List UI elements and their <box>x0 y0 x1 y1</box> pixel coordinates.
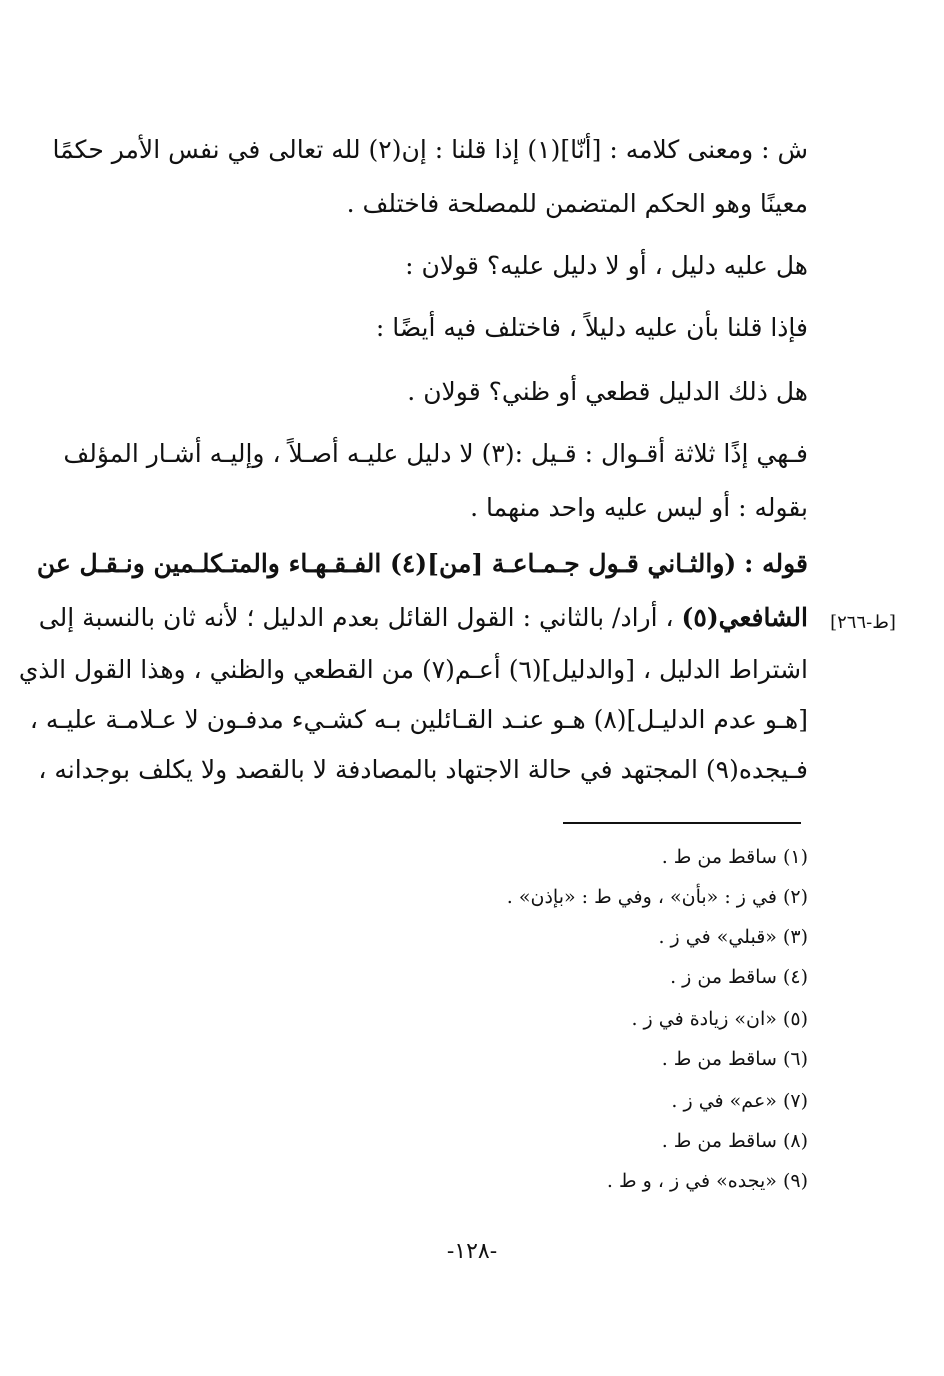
footnote-8: (٨) ساقط من ط . <box>661 1130 808 1152</box>
shafii-lead: الشافعي(٥) <box>681 603 808 632</box>
quoted-matn: (والثـاني قـول جـمـاعـة [من](٤) الفـقـهـاء والمتـكلـمين ونـقـل عن <box>36 549 737 578</box>
footnote-9: (٩) «يجده» في ز ، و ط . <box>606 1170 808 1192</box>
body-line-4: فإذا قلنا بأن عليه دليلاً ، فاختلف فيه أيضًا : <box>375 313 808 342</box>
body-line-11: [هـو عدم الدليـل](٨) هـو عنـد القـائلين بـه كشـيء مدفـون لا عـلامـة عليـه ، <box>29 705 808 734</box>
footnote-separator <box>563 822 801 824</box>
body-line-9-text: ، أراد/ بالثاني : القول القائل بعدم الدليل ؛ لأنه ثان بالنسبة إلى <box>38 603 674 632</box>
footnote-4: (٤) ساقط من ز . <box>670 966 808 988</box>
margin-page-reference: [ط-٢٦٦] <box>830 612 896 633</box>
footnote-1: (١) ساقط من ط . <box>661 846 808 868</box>
footnote-2: (٢) في ز : «بأن» ، وفي ط : «بإذن» . <box>506 886 808 908</box>
body-line-1: ش : ومعنى كلامه : [أنّا](١) إذا قلنا : إن(٢) لله تعالى في نفس الأمر حكمًا <box>52 135 808 164</box>
body-line-9 <box>38 600 808 636</box>
body-line-8 <box>36 546 808 582</box>
footnote-6: (٦) ساقط من ط . <box>661 1048 808 1070</box>
body-line-10: اشتراط الدليل ، [والدليل](٦) أعـم(٧) من القطعي والظني ، وهذا القول الذي <box>18 655 808 684</box>
body-line-2: معينًا وهو الحكم المتضمن للمصلحة فاختلف . <box>346 189 808 218</box>
body-line-7: بقوله : أو ليس عليه واحد منهما . <box>470 493 808 522</box>
footnote-7: (٧) «عم» في ز . <box>671 1090 808 1112</box>
body-line-3: هل عليه دليل ، أو لا دليل عليه؟ قولان : <box>405 251 808 280</box>
body-line-6: فـهي إذًا ثلاثة أقـوال : قـيل :(٣) لا دليل عليـه أصـلاً ، وإليـه أشـار المؤلف <box>63 439 808 468</box>
qawluh-lead: قوله : <box>744 549 808 578</box>
footnote-3: (٣) «قبلي» في ز . <box>658 926 808 948</box>
footnote-5: (٥) «ان» زيادة في ز . <box>631 1008 808 1030</box>
body-line-12: فـيجده(٩) المجتهد في حالة الاجتهاد بالمصادفة لا بالقصد ولا يكلف بوجدانه ، <box>38 755 808 784</box>
body-line-5: هل ذلك الدليل قطعي أو ظني؟ قولان . <box>407 377 808 406</box>
page-number: -١٢٨- <box>446 1239 498 1264</box>
